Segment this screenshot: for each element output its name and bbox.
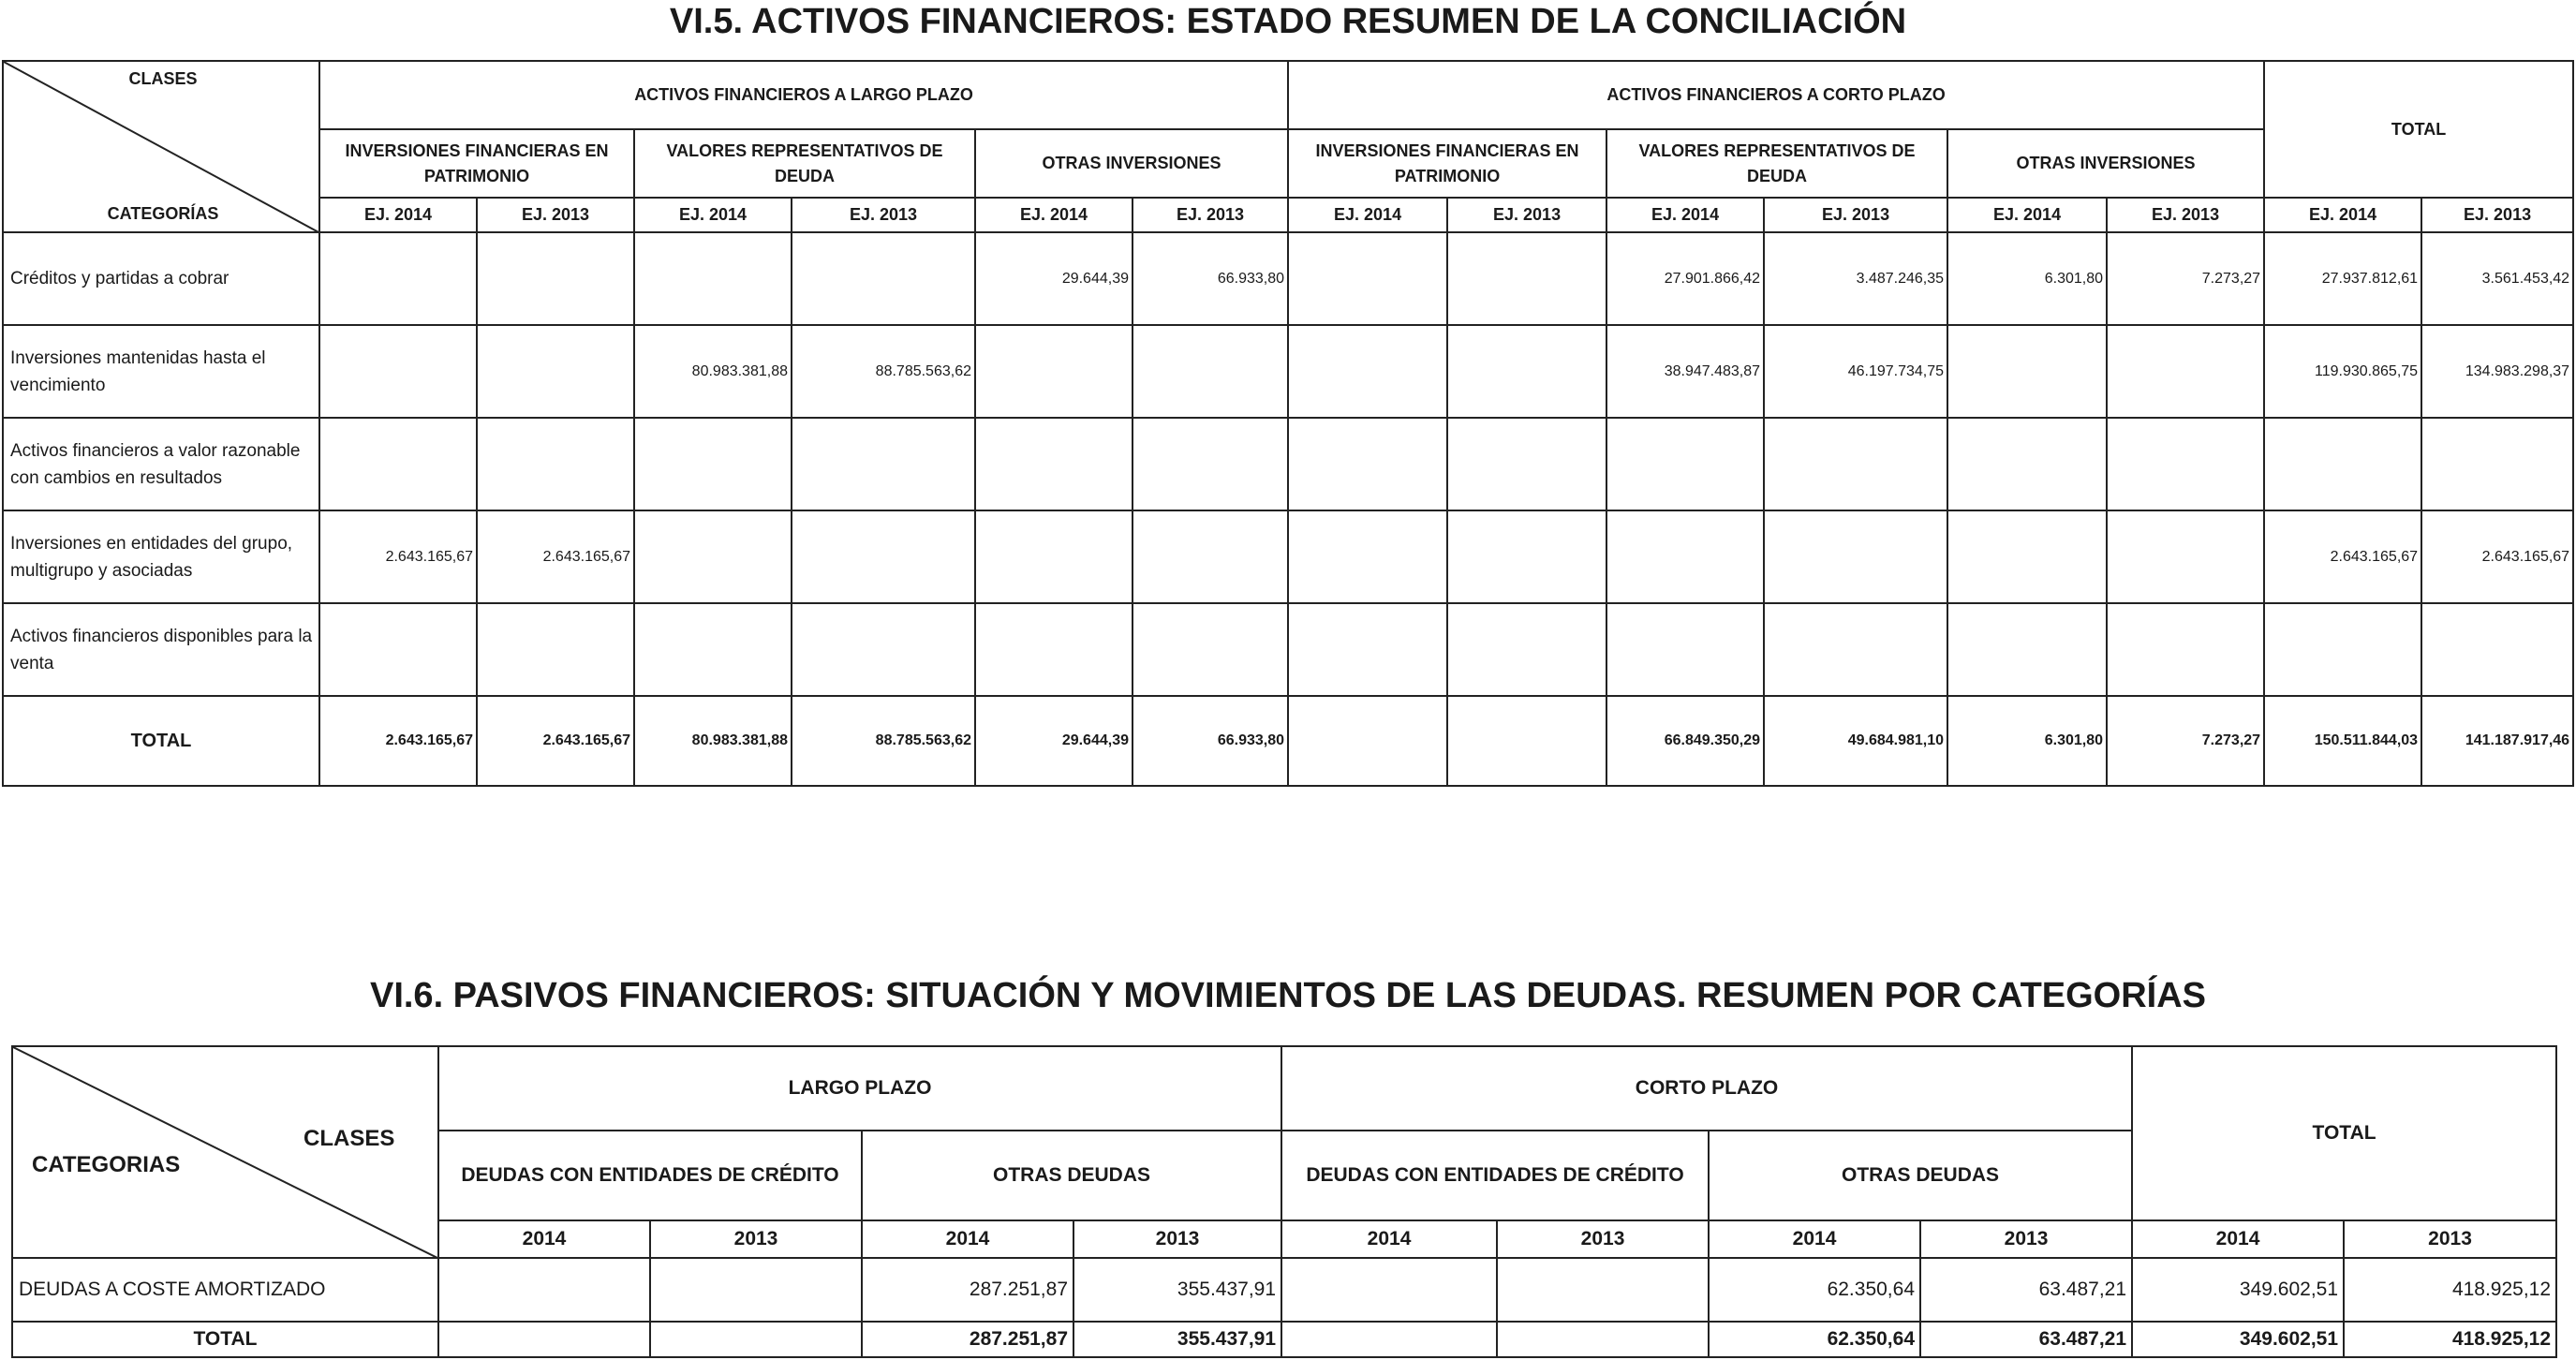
value-cell: 134.983.298,37 — [2421, 325, 2573, 418]
value-cell — [477, 603, 634, 696]
total-value-cell: 6.301,80 — [1947, 696, 2107, 786]
value-cell — [1606, 418, 1764, 510]
value-cell — [1288, 232, 1447, 325]
subheader-lp-otras-deudas: OTRAS DEUDAS — [862, 1131, 1281, 1220]
value-cell — [1288, 418, 1447, 510]
value-cell — [2107, 418, 2264, 510]
value-cell — [1447, 232, 1606, 325]
value-cell — [438, 1258, 650, 1322]
total-row — [12, 1322, 2556, 1357]
activos-financieros-table — [2, 60, 2574, 787]
value-cell — [1947, 325, 2107, 418]
subheader-cp-entidades-credito: DEUDAS CON ENTIDADES DE CRÉDITO — [1281, 1131, 1709, 1220]
value-cell — [1606, 510, 1764, 603]
value-cell: 46.197.734,75 — [1764, 325, 1947, 418]
year-header: EJ. 2014 — [634, 198, 792, 232]
table-row — [3, 232, 2573, 325]
total-value-cell — [1497, 1322, 1709, 1357]
subheader-lp-entidades-credito: DEUDAS CON ENTIDADES DE CRÉDITO — [438, 1131, 862, 1220]
value-cell: 63.487,21 — [1920, 1258, 2132, 1322]
total-value-cell: 66.849.350,29 — [1606, 696, 1764, 786]
table1-body — [3, 232, 2573, 786]
total-value-cell: 66.933,80 — [1133, 696, 1288, 786]
value-cell — [975, 325, 1133, 418]
year-header: 2013 — [650, 1220, 862, 1258]
row-category-label: DEUDAS A COSTE AMORTIZADO — [12, 1258, 438, 1322]
subheader-cp-patrimonio: INVERSIONES FINANCIERAS EN PATRIMONIO — [1288, 129, 1606, 198]
total-value-cell: 141.187.917,46 — [2421, 696, 2573, 786]
subheader-cp-valores: VALORES REPRESENTATIVOS DE DEUDA — [1606, 129, 1947, 198]
value-cell — [1764, 510, 1947, 603]
value-cell: 7.273,27 — [2107, 232, 2264, 325]
value-cell — [1947, 418, 2107, 510]
table-row — [3, 603, 2573, 696]
year-header: EJ. 2013 — [477, 198, 634, 232]
value-cell: 349.602,51 — [2132, 1258, 2344, 1322]
value-cell — [1764, 418, 1947, 510]
value-cell — [2264, 603, 2421, 696]
total-row — [3, 696, 2573, 786]
value-cell — [792, 603, 975, 696]
value-cell — [1133, 325, 1288, 418]
value-cell: 88.785.563,62 — [792, 325, 975, 418]
total-value-cell: 150.511.844,03 — [2264, 696, 2421, 786]
value-cell — [319, 603, 477, 696]
corner-label-clases: CLASES — [128, 69, 198, 88]
value-cell — [1288, 603, 1447, 696]
value-cell — [1281, 1258, 1497, 1322]
subheader-cp-otras-deudas: OTRAS DEUDAS — [1709, 1131, 2132, 1220]
year-header: 2013 — [1920, 1220, 2132, 1258]
subheader-lp-otras: OTRAS INVERSIONES — [975, 129, 1288, 198]
value-cell — [975, 418, 1133, 510]
value-cell — [1447, 325, 1606, 418]
value-cell — [634, 510, 792, 603]
total-label: TOTAL — [12, 1322, 438, 1357]
value-cell — [2107, 603, 2264, 696]
total-value-cell: 49.684.981,10 — [1764, 696, 1947, 786]
year-header: 2013 — [1073, 1220, 1281, 1258]
corner-header — [3, 61, 319, 232]
subheader-lp-valores: VALORES REPRESENTATIVOS DE DEUDA — [634, 129, 975, 198]
value-cell — [1133, 510, 1288, 603]
group-header-largo-plazo: ACTIVOS FINANCIEROS A LARGO PLAZO — [319, 61, 1288, 129]
total-value-cell: 349.602,51 — [2132, 1322, 2344, 1357]
value-cell — [975, 510, 1133, 603]
group-header-total: TOTAL — [2132, 1046, 2556, 1220]
group-header-total: TOTAL — [2264, 61, 2573, 198]
value-cell — [2421, 603, 2573, 696]
value-cell — [477, 418, 634, 510]
year-header: 2014 — [862, 1220, 1073, 1258]
value-cell — [2421, 418, 2573, 510]
total-value-cell: 287.251,87 — [862, 1322, 1073, 1357]
value-cell: 119.930.865,75 — [2264, 325, 2421, 418]
value-cell — [319, 325, 477, 418]
value-cell — [634, 418, 792, 510]
total-value-cell — [438, 1322, 650, 1357]
table-row — [3, 418, 2573, 510]
total-value-cell: 355.437,91 — [1073, 1322, 1281, 1357]
value-cell — [1764, 603, 1947, 696]
value-cell — [1288, 325, 1447, 418]
total-value-cell: 63.487,21 — [1920, 1322, 2132, 1357]
value-cell — [1447, 510, 1606, 603]
corner-label-categorias: CATEGORIAS — [32, 1152, 181, 1177]
value-cell: 27.901.866,42 — [1606, 232, 1764, 325]
total-value-cell: 88.785.563,62 — [792, 696, 975, 786]
value-cell — [975, 603, 1133, 696]
value-cell: 2.643.165,67 — [477, 510, 634, 603]
value-cell — [477, 325, 634, 418]
value-cell: 66.933,80 — [1133, 232, 1288, 325]
year-header: EJ. 2013 — [1764, 198, 1947, 232]
total-value-cell — [1281, 1322, 1497, 1357]
table-row — [3, 325, 2573, 418]
year-header: EJ. 2013 — [1447, 198, 1606, 232]
total-value-cell: 418.925,12 — [2344, 1322, 2556, 1357]
pasivos-financieros-table — [11, 1045, 2557, 1358]
group-header-corto-plazo: ACTIVOS FINANCIEROS A CORTO PLAZO — [1288, 61, 2264, 129]
value-cell: 355.437,91 — [1073, 1258, 1281, 1322]
value-cell — [1947, 603, 2107, 696]
group-header-largo-plazo: LARGO PLAZO — [438, 1046, 1281, 1131]
table2-body — [12, 1258, 2556, 1357]
row-category-label: Activos financieros disponibles para la venta — [3, 603, 319, 696]
year-header: EJ. 2014 — [319, 198, 477, 232]
year-header: 2014 — [1281, 1220, 1497, 1258]
total-value-cell — [1447, 696, 1606, 786]
value-cell — [792, 510, 975, 603]
row-category-label: Activos financieros a valor razonable con cambios en resultados — [3, 418, 319, 510]
total-label: TOTAL — [3, 696, 319, 786]
year-header: EJ. 2013 — [792, 198, 975, 232]
year-header: EJ. 2014 — [1288, 198, 1447, 232]
total-value-cell: 2.643.165,67 — [477, 696, 634, 786]
value-cell: 38.947.483,87 — [1606, 325, 1764, 418]
corner-header — [12, 1046, 438, 1258]
corner-label-categorias: CATEGORÍAS — [107, 204, 219, 223]
value-cell — [2107, 510, 2264, 603]
total-value-cell: 2.643.165,67 — [319, 696, 477, 786]
row-category-label: Inversiones mantenidas hasta el vencimiento — [3, 325, 319, 418]
year-header: EJ. 2014 — [1606, 198, 1764, 232]
value-cell — [1447, 603, 1606, 696]
table-row — [12, 1258, 2556, 1322]
value-cell — [792, 418, 975, 510]
year-header: EJ. 2013 — [2421, 198, 2573, 232]
year-header: EJ. 2013 — [1133, 198, 1288, 232]
value-cell: 2.643.165,67 — [2421, 510, 2573, 603]
total-value-cell: 80.983.381,88 — [634, 696, 792, 786]
value-cell: 27.937.812,61 — [2264, 232, 2421, 325]
value-cell — [634, 232, 792, 325]
subheader-cp-otras: OTRAS INVERSIONES — [1947, 129, 2264, 198]
year-header: EJ. 2014 — [975, 198, 1133, 232]
value-cell: 3.561.453,42 — [2421, 232, 2573, 325]
value-cell — [1606, 603, 1764, 696]
year-header: 2014 — [2132, 1220, 2344, 1258]
table1-title: VI.5. ACTIVOS FINANCIEROS: ESTADO RESUMEN DE LA CONCILIACIÓN — [669, 2, 1907, 41]
value-cell — [1133, 603, 1288, 696]
value-cell: 80.983.381,88 — [634, 325, 792, 418]
value-cell — [1447, 418, 1606, 510]
value-cell: 2.643.165,67 — [319, 510, 477, 603]
value-cell: 6.301,80 — [1947, 232, 2107, 325]
year-header: 2013 — [2344, 1220, 2556, 1258]
value-cell — [2264, 418, 2421, 510]
value-cell: 418.925,12 — [2344, 1258, 2556, 1322]
value-cell — [1133, 418, 1288, 510]
value-cell — [1288, 510, 1447, 603]
year-header: 2013 — [1497, 1220, 1709, 1258]
value-cell: 62.350,64 — [1709, 1258, 1920, 1322]
value-cell — [319, 418, 477, 510]
year-header: 2014 — [1709, 1220, 1920, 1258]
value-cell: 29.644,39 — [975, 232, 1133, 325]
row-category-label: Inversiones en entidades del grupo, multigrupo y asociadas — [3, 510, 319, 603]
value-cell — [477, 232, 634, 325]
row-category-label: Créditos y partidas a cobrar — [3, 232, 319, 325]
value-cell — [1947, 510, 2107, 603]
total-value-cell: 29.644,39 — [975, 696, 1133, 786]
value-cell — [650, 1258, 862, 1322]
value-cell — [319, 232, 477, 325]
total-value-cell — [650, 1322, 862, 1357]
year-header: 2014 — [438, 1220, 650, 1258]
value-cell: 3.487.246,35 — [1764, 232, 1947, 325]
group-header-corto-plazo: CORTO PLAZO — [1281, 1046, 2132, 1131]
value-cell: 2.643.165,67 — [2264, 510, 2421, 603]
value-cell — [2107, 325, 2264, 418]
year-header: EJ. 2014 — [2264, 198, 2421, 232]
value-cell — [792, 232, 975, 325]
value-cell: 287.251,87 — [862, 1258, 1073, 1322]
total-value-cell — [1288, 696, 1447, 786]
total-value-cell: 62.350,64 — [1709, 1322, 1920, 1357]
year-header: EJ. 2014 — [1947, 198, 2107, 232]
value-cell — [1497, 1258, 1709, 1322]
total-value-cell: 7.273,27 — [2107, 696, 2264, 786]
year-header: EJ. 2013 — [2107, 198, 2264, 232]
table2-title: VI.6. PASIVOS FINANCIEROS: SITUACIÓN Y MOVIMIENTOS DE LAS DEUDAS. RESUMEN POR CATEGORÍAS — [369, 976, 2207, 1015]
corner-label-clases: CLASES — [303, 1126, 395, 1151]
value-cell — [634, 603, 792, 696]
subheader-lp-patrimonio: INVERSIONES FINANCIERAS EN PATRIMONIO — [319, 129, 634, 198]
table-row — [3, 510, 2573, 603]
